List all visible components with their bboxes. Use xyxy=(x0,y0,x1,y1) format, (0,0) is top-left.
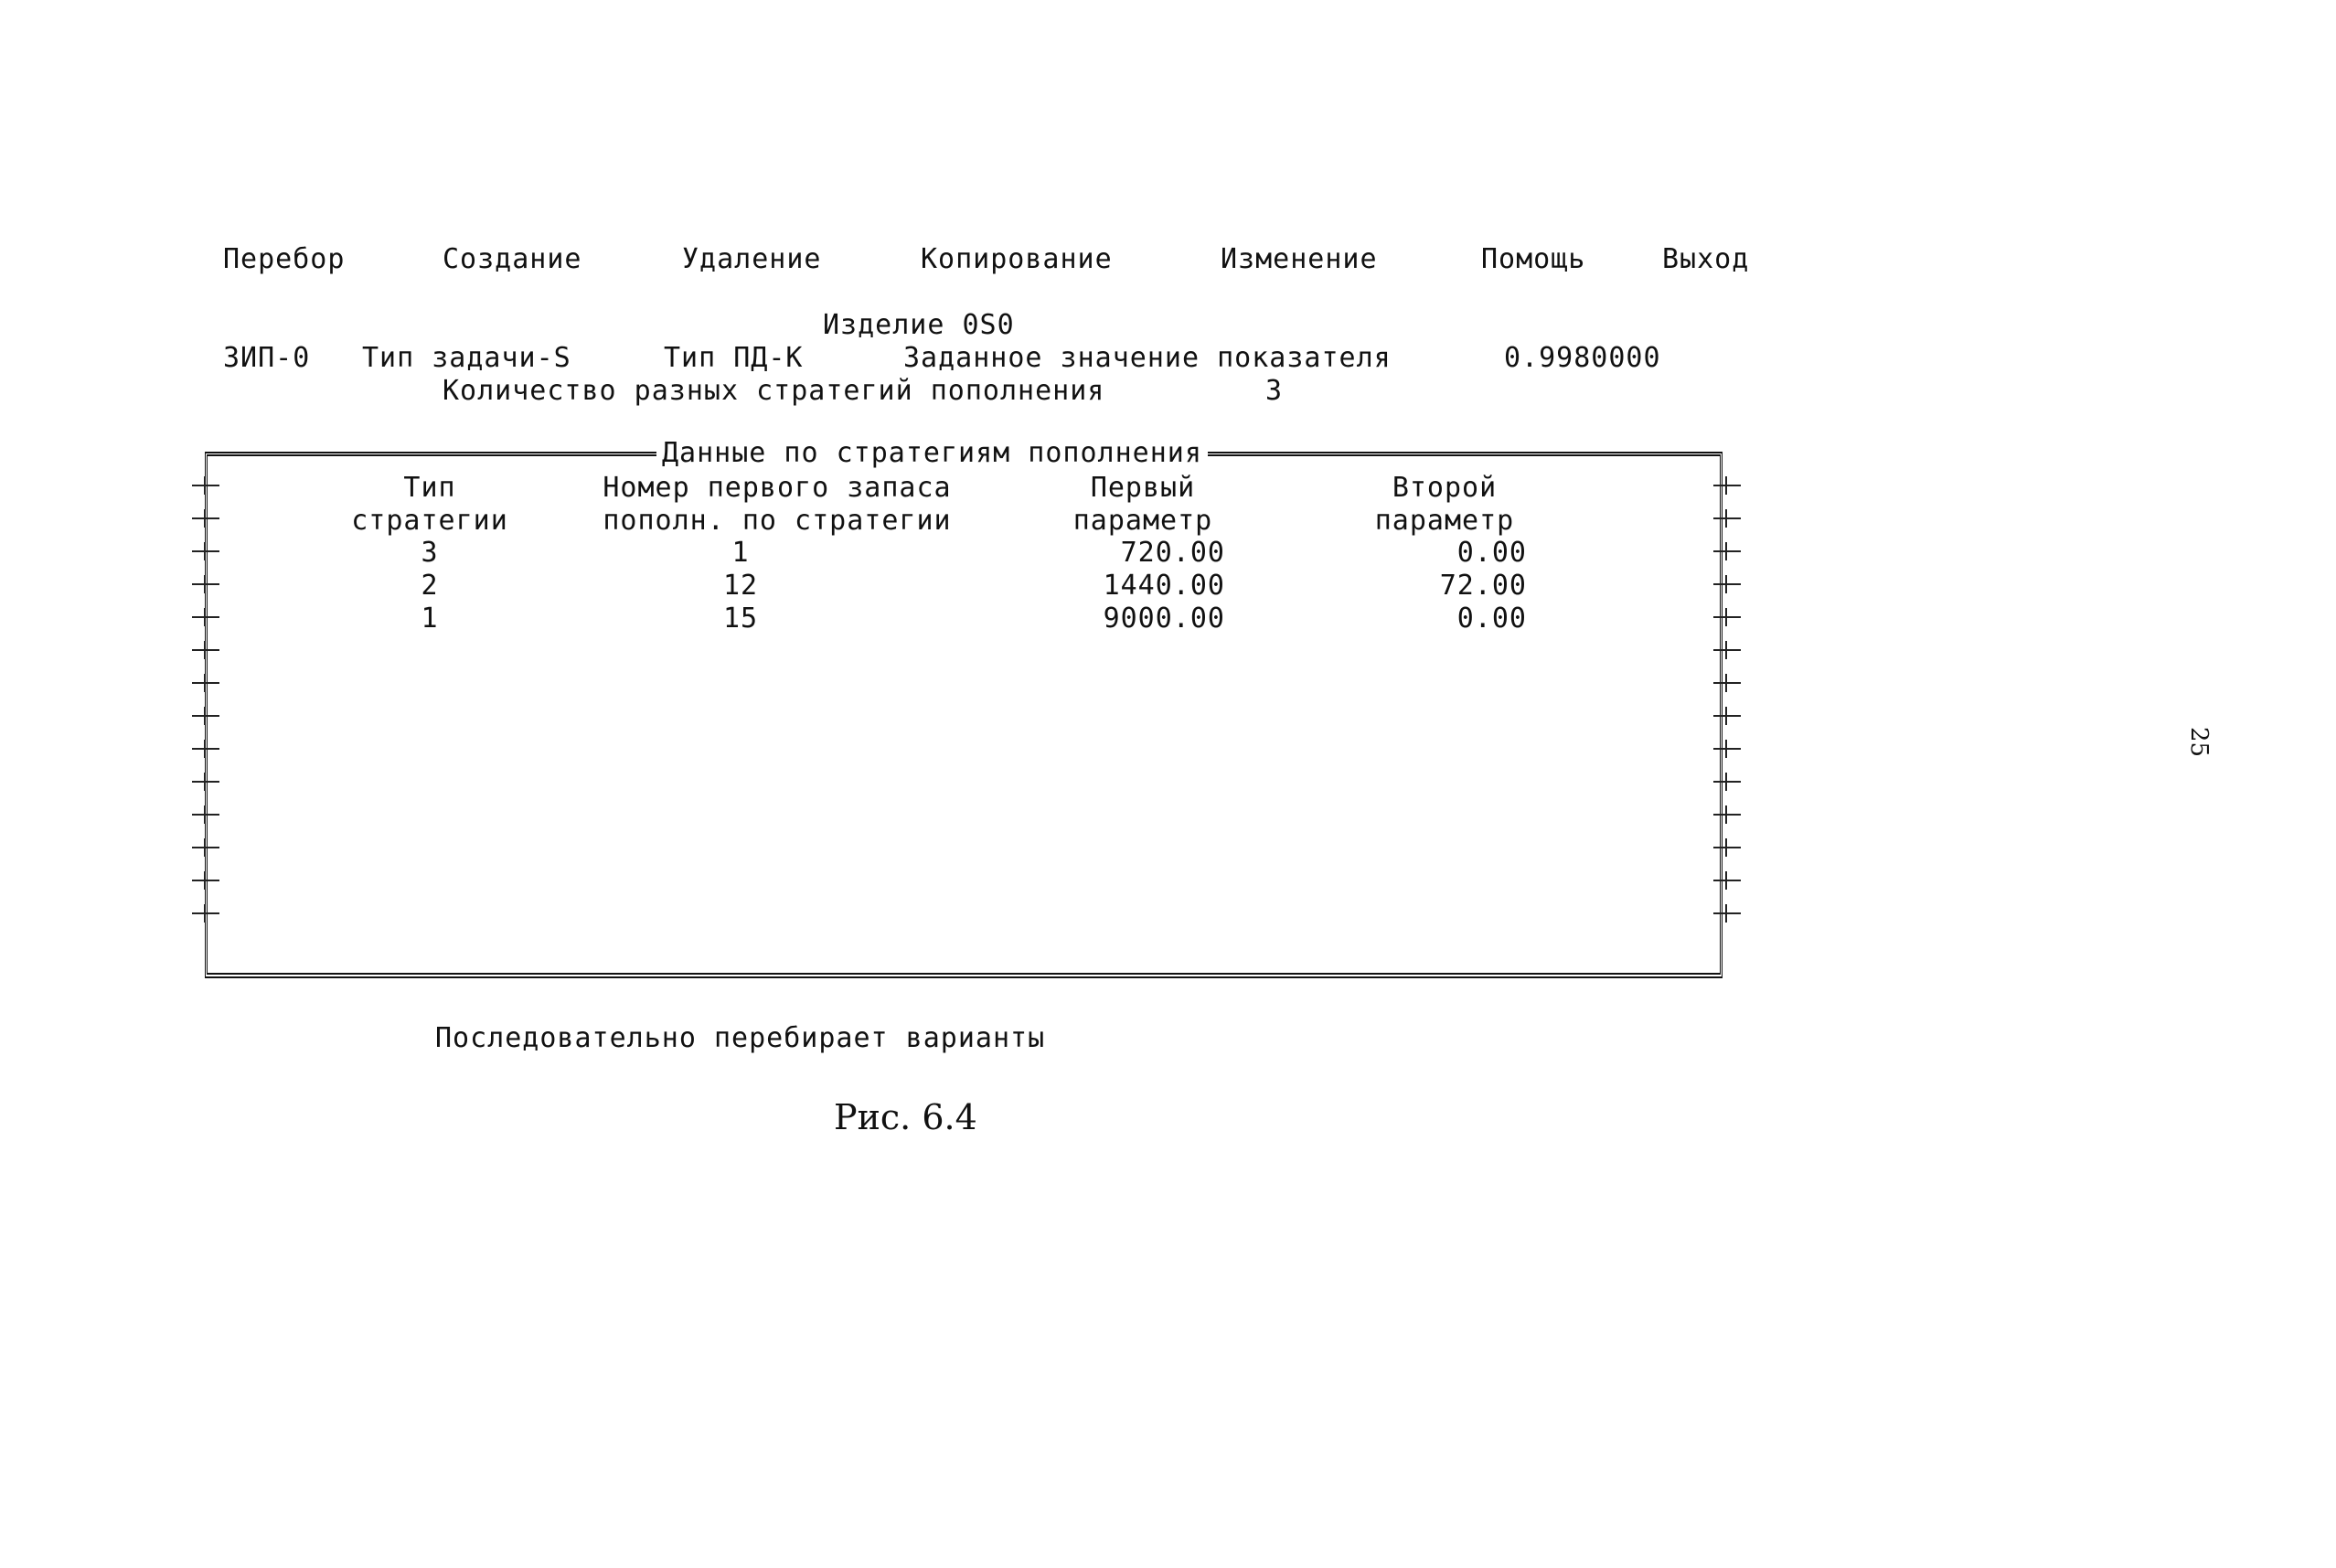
strategies-count-value: 3 xyxy=(1265,375,1284,407)
col-header-param2-line2: параметр xyxy=(1374,505,1515,537)
right-border-ticks xyxy=(1713,457,1741,969)
cell-param2: 0.00 xyxy=(1456,537,1527,569)
menu-izmenenie[interactable]: Изменение xyxy=(1221,243,1378,275)
cell-param1: 9000.00 xyxy=(1103,603,1225,635)
cell-first-stock: 1 xyxy=(731,537,750,569)
pd-type-label: Тип ПД-К xyxy=(664,342,804,374)
cell-first-stock: 12 xyxy=(722,570,759,602)
task-type-label: Тип задачи-S xyxy=(362,342,571,374)
menu-kopirovanie[interactable]: Копирование xyxy=(921,243,1113,275)
cell-param2: 72.00 xyxy=(1439,570,1527,602)
cell-param2: 0.00 xyxy=(1456,603,1527,635)
strategies-count-label: Количество разных стратегий пополнения xyxy=(443,375,1105,407)
menu-sozdanie[interactable]: Создание xyxy=(443,243,582,275)
cell-type: 1 xyxy=(421,603,439,635)
menu-perebor[interactable]: Перебор xyxy=(223,243,346,275)
left-border-ticks xyxy=(192,457,219,969)
figure-caption: Рис. 6.4 xyxy=(834,1097,977,1137)
cell-param1: 1440.00 xyxy=(1103,570,1225,602)
cell-type: 2 xyxy=(421,570,439,602)
menu-udalenie[interactable]: Удаление xyxy=(682,243,822,275)
cell-first-stock: 15 xyxy=(722,603,759,635)
menu-pomosh[interactable]: Помощь xyxy=(1481,243,1586,275)
status-line: Последовательно перебирает варианты xyxy=(435,1022,1046,1054)
cell-param1: 720.00 xyxy=(1120,537,1225,569)
col-header-first-stock-line2: пополн. по стратегии xyxy=(603,505,952,537)
cell-type: 3 xyxy=(421,537,439,569)
col-header-type-line2: стратегии xyxy=(351,505,508,537)
table-title: Данные по стратегиям пополнения xyxy=(656,437,1208,470)
menu-vyhod[interactable]: Выход xyxy=(1662,243,1750,275)
col-header-first-stock-line1: Номер первого запаса xyxy=(603,472,952,504)
target-value: 0.9980000 xyxy=(1504,342,1661,374)
target-label: Заданное значение показателя xyxy=(903,342,1392,374)
col-header-param1-line1: Первый xyxy=(1090,472,1196,504)
product-label: Изделие 0S0 xyxy=(823,309,1015,341)
page-number: 25 xyxy=(2185,727,2213,758)
col-header-param1-line2: параметр xyxy=(1072,505,1213,537)
col-header-param2-line1: Второй xyxy=(1392,472,1498,504)
col-header-type-line1: Тип xyxy=(403,472,456,504)
zip-label: ЗИП-0 xyxy=(223,342,311,374)
